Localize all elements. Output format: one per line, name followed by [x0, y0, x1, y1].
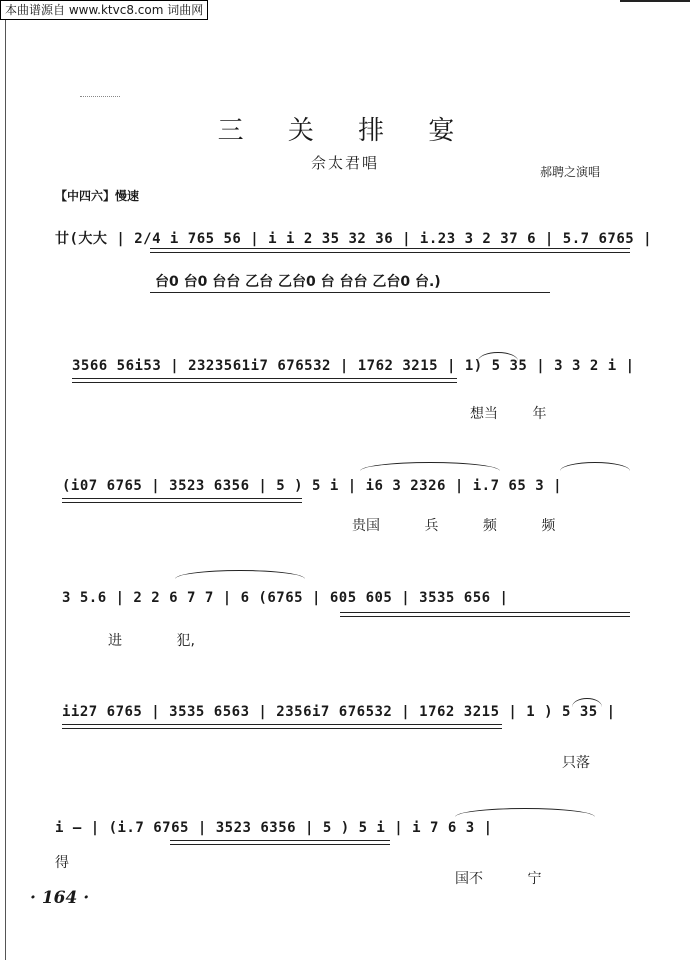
notation-line: ii27 6765 | 3535 6563 | 2356i7 676532 | 1762 3215 | 1 ) 5 35 |	[62, 704, 616, 720]
lyrics-line: 想当 年	[470, 406, 547, 422]
watermark-banner: 本曲谱源自 www.ktvc8.com 词曲网	[0, 0, 208, 20]
performer-credit: 郝聘之演唱	[540, 165, 601, 179]
lyrics-line: 贵国 兵 频 频	[352, 518, 556, 534]
notation-line: i – | (i.7 6765 | 3523 6356 | 5 ) 5 i | i 7 6 3 |	[55, 820, 493, 836]
slur-mark	[572, 698, 602, 707]
beat-underline	[340, 616, 630, 617]
song-title: 三 关 排 宴	[217, 116, 473, 146]
beat-underline	[170, 844, 390, 845]
notation-line: (i07 6765 | 3523 6356 | 5 ) 5 i | i6 3 2326 | i.7 65 3 |	[62, 478, 563, 494]
beat-underline	[150, 292, 550, 293]
lyrics-line: 国不 宁	[455, 871, 542, 887]
beat-underline	[340, 612, 630, 613]
section-tag: 【中四六】慢速	[55, 189, 140, 203]
page-number: · 164 ·	[30, 888, 90, 908]
decorative-dots	[80, 96, 120, 98]
lyrics-line: 得	[55, 855, 69, 871]
singer-subtitle: 佘太君唱	[310, 154, 379, 172]
top-right-rule	[620, 0, 690, 2]
slur-mark	[560, 462, 630, 471]
slur-mark	[478, 352, 518, 361]
beat-underline	[150, 248, 630, 249]
slur-mark	[455, 808, 595, 817]
lyrics-line: 进 犯,	[108, 633, 195, 649]
percussion-line: 台0 台0 台台 乙台 乙台0 台 台台 乙台0 台.)	[155, 274, 441, 290]
beat-underline	[62, 502, 302, 503]
slur-mark	[175, 570, 305, 579]
beat-underline	[72, 378, 457, 379]
beat-underline	[62, 498, 302, 499]
beat-underline	[62, 728, 502, 729]
notation-line: 廿(大大 | 2/4 i 765 56 | i i 2 35 32 36 | i.23 3 2 37 6 | 5.7 6765 |	[55, 231, 653, 247]
slur-mark	[360, 462, 500, 471]
notation-line: 3 5.6 | 2 2 6 7 7 | 6 (6765 | 605 605 | 3535 656 |	[62, 590, 509, 606]
beat-underline	[150, 252, 630, 253]
lyrics-line: 只落	[562, 755, 590, 771]
beat-underline	[72, 382, 457, 383]
beat-underline	[62, 724, 502, 725]
beat-underline	[170, 840, 390, 841]
notation-line: 3566 56i53 | 2323561i7 676532 | 1762 3215 | 1) 5 35 | 3 3 2 i |	[72, 358, 635, 374]
